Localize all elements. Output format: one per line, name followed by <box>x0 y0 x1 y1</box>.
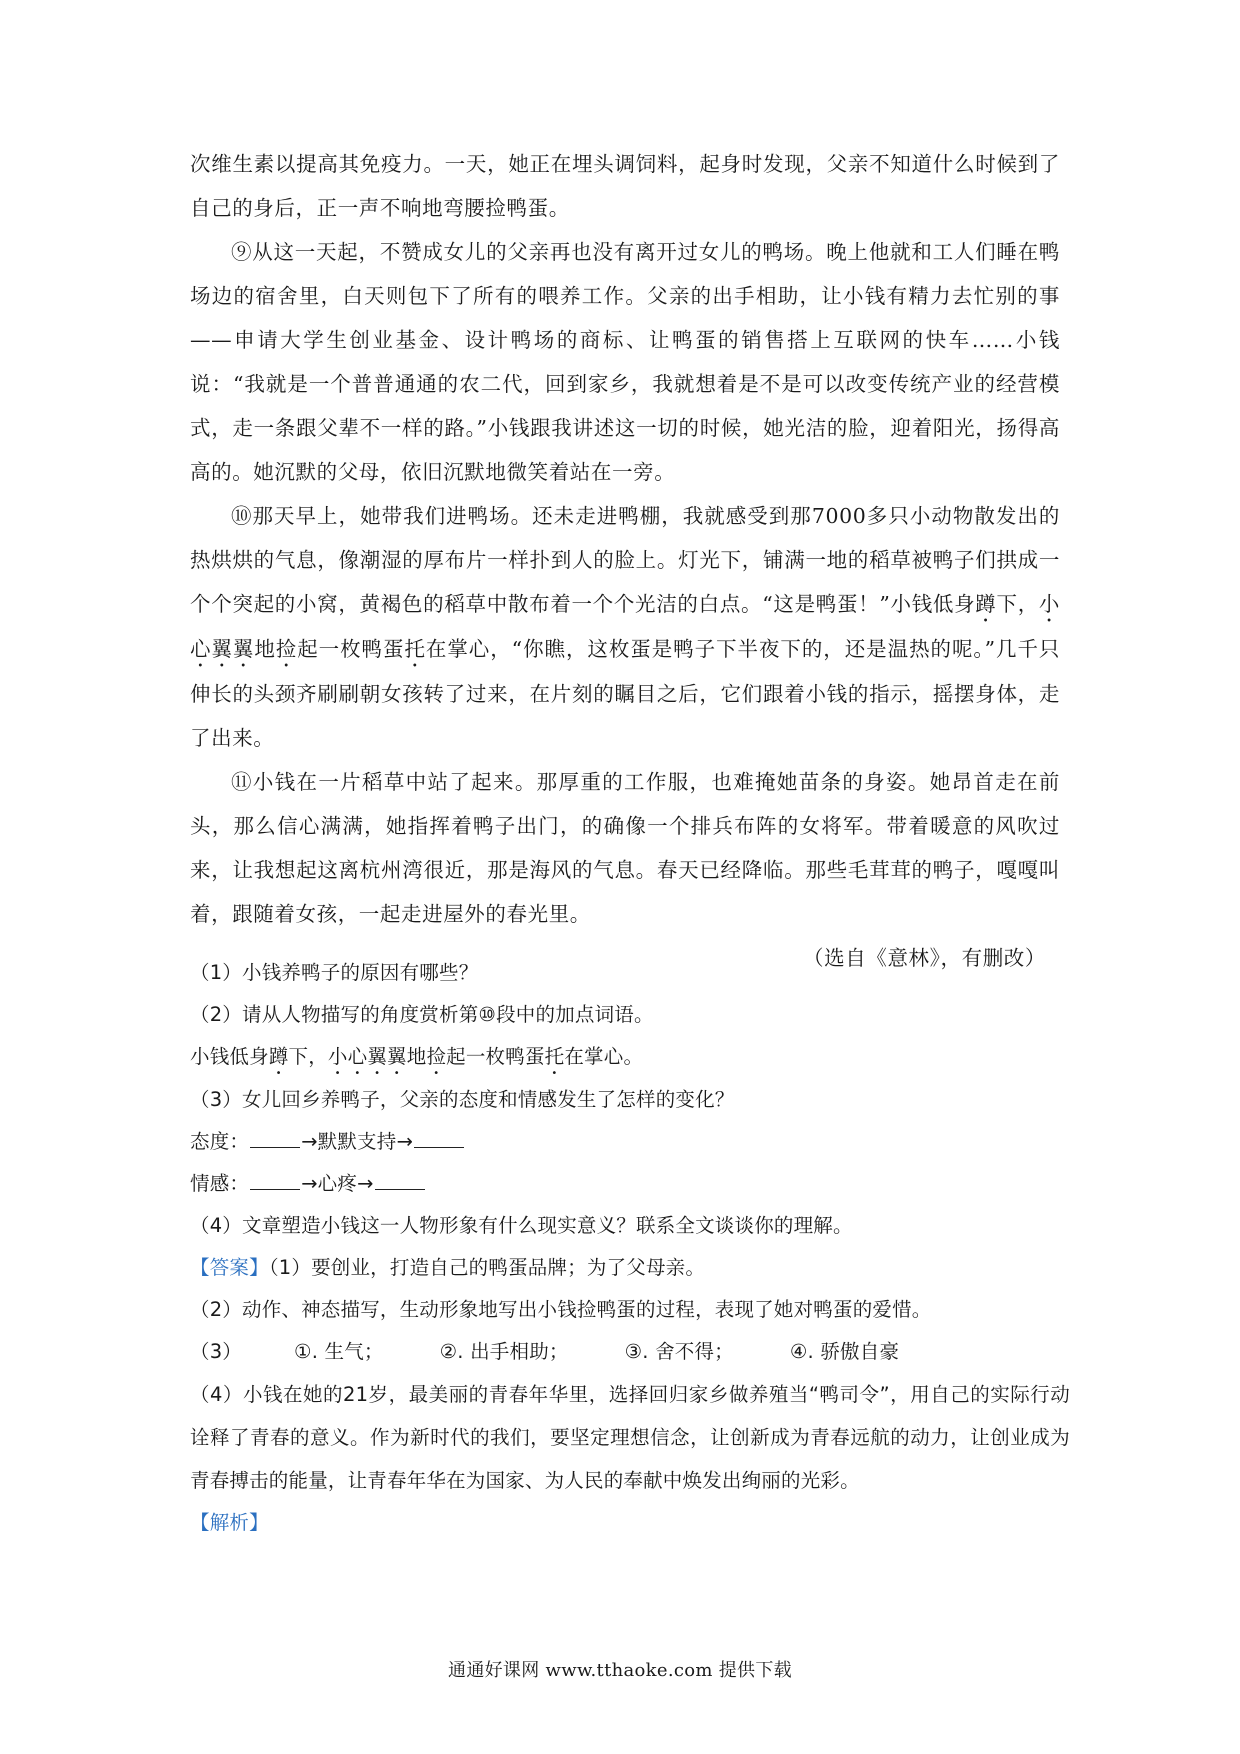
answer-1 <box>190 1247 1070 1289</box>
answer-3-label: （3） <box>190 1340 243 1363</box>
answer-3-option: ④. 骄傲自豪 <box>789 1340 900 1363</box>
questions-and-answers <box>190 952 1070 1544</box>
paragraph-10-text: 在掌心，“你瞧，这枚蛋是鸭子下半夜下的，还是温热的呢。”几千只伸长的头颈齐刷刷朝女孩转了过来，在片刻的瞩目之后，它们跟着小钱的指示，摇摆身体，走了出来。 <box>190 637 1060 750</box>
page-footer: 通通好课网 www.tthaoke.com 提供下载 <box>448 1660 792 1681</box>
analysis-tag: 【解析】 <box>190 1511 269 1534</box>
attitude-label: 态度： <box>190 1130 250 1153</box>
paragraph-10-text: 地 <box>254 637 276 661</box>
dotted-word: 小心翼翼 <box>327 1045 407 1068</box>
question-2-sentence <box>190 1036 1070 1079</box>
answer-3-option: ②. 出手相助； <box>439 1340 569 1363</box>
answer-1-text: （1）要创业，打造自己的鸭蛋品牌；为了父母亲。 <box>268 1256 706 1279</box>
paragraph-10 <box>190 494 1060 760</box>
answer-tag: 【答案】 <box>190 1256 269 1279</box>
answer-3-option: ①. 生气； <box>294 1340 384 1363</box>
source-citation: （选自《意林》，有删改） <box>803 946 1046 970</box>
passage <box>190 142 1060 980</box>
paragraph-9: ⑨从这一天起，不赞成女儿的父亲再也没有离开过女儿的鸭场。晚上他就和工人们睡在鸭场边的宿舍里，白天则包下了所有的喂养工作。父亲的出手相助，让小钱有精力去忙别的事——申请大学生创业基金、设计鸭场的商标、让鸭蛋的销售搭上互联网的快车……小钱说：“我就是一个普普通通的农二代，回到家乡，我就想着是不是可以改变传统产业的经营模式，走一条跟父辈不一样的路。”小钱跟我讲述这一切的时候，她光洁的脸，迎着阳光，扬得高高的。她沉默的父母，依旧沉默地微笑着站在一旁。 <box>190 240 1060 484</box>
question-3-attitude <box>190 1121 1070 1163</box>
paragraph-10-text: 起一枚鸭蛋 <box>297 637 405 661</box>
sentence-text: 下， <box>288 1045 328 1068</box>
dotted-word: 托 <box>404 637 426 661</box>
dotted-word: 蹲 <box>268 1045 289 1068</box>
sentence-text: 小钱低身 <box>190 1045 269 1068</box>
answer-3 <box>190 1331 1070 1373</box>
answer-blank <box>250 1129 300 1148</box>
answer-blank <box>375 1171 425 1190</box>
dotted-word: 小心翼翼 <box>190 592 1060 661</box>
analysis <box>190 1502 1070 1544</box>
paragraph-10-text: 下， <box>996 592 1039 616</box>
emotion-middle: →心疼→ <box>301 1172 374 1195</box>
answer-4: （4）小钱在她的21岁，最美丽的青春年华里，选择回归家乡做养殖当“鸭司令”，用自己的实际行动诠释了青春的意义。作为新时代的我们，要坚定理想信念，让创新成为青春远航的动力，让创业成为青春搏击的能量，让青春年华在为国家、为人民的奉献中焕发出绚丽的光彩。 <box>190 1383 1070 1492</box>
question-3-emotion <box>190 1163 1070 1205</box>
paragraph-10-text: ⑩那天早上，她带我们进鸭场。还未走进鸭棚，我就感受到那7000多只小动物散发出的热烘烘的气息，像潮湿的厚布片一样扑到人的脸上。灯光下，铺满一地的稻草被鸭子们拱成一个个突起的小窝，黄褐色的稻草中散布着一个个光洁的白点。“这是鸭蛋！”小钱低身 <box>190 504 1060 616</box>
emotion-label: 情感： <box>190 1172 250 1195</box>
dotted-word: 蹲 <box>975 592 997 616</box>
dotted-word: 捡 <box>426 1045 447 1068</box>
sentence-text: 起一枚鸭蛋 <box>446 1045 545 1068</box>
sentence-text: 地 <box>406 1045 427 1068</box>
attitude-middle: →默默支持→ <box>301 1130 413 1153</box>
paragraph-continuation: 次维生素以提高其免疫力。一天，她正在埋头调饲料，起身时发现，父亲不知道什么时候到了自己的身后，正一声不响地弯腰捡鸭蛋。 <box>190 152 1060 220</box>
paragraph-11: ⑪小钱在一片稻草中站了起来。那厚重的工作服，也难掩她苗条的身姿。她昂首走在前头，那么信心满满，她指挥着鸭子出门，的确像一个排兵布阵的女将军。带着暖意的风吹过来，让我想起这离杭州湾很近，那是海风的气息。春天已经降临。那些毛茸茸的鸭子，嘎嘎叫着，跟随着女孩，一起走进屋外的春光里。 <box>190 770 1060 926</box>
question-1: （1）小钱养鸭子的原因有哪些？ <box>190 961 479 984</box>
question-3: （3）女儿回乡养鸭子，父亲的态度和情感发生了怎样的变化？ <box>190 1088 735 1111</box>
answer-3-option: ③. 舍不得； <box>624 1340 734 1363</box>
question-4: （4）文章塑造小钱这一人物形象有什么现实意义？联系全文谈谈你的理解。 <box>190 1214 853 1237</box>
answer-blank <box>414 1129 464 1148</box>
dotted-word: 托 <box>544 1045 565 1068</box>
answer-2: （2）动作、神态描写，生动形象地写出小钱捡鸭蛋的过程，表现了她对鸭蛋的爱惜。 <box>190 1298 932 1321</box>
question-2: （2）请从人物描写的角度赏析第⑩段中的加点词语。 <box>190 1003 654 1026</box>
dotted-word: 捡 <box>275 637 298 661</box>
sentence-text: 在掌心。 <box>564 1045 644 1068</box>
answer-blank <box>250 1171 300 1190</box>
